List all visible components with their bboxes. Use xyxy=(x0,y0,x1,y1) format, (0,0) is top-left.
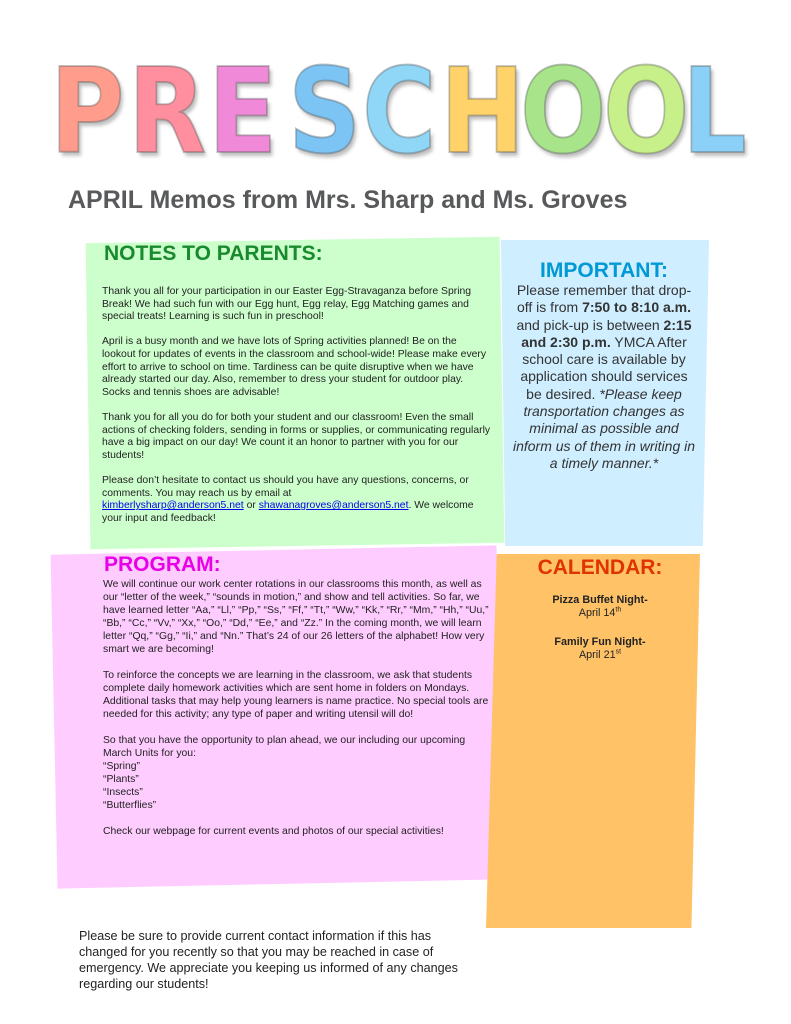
notes-heading: NOTES TO PARENTS: xyxy=(104,242,323,265)
important-body xyxy=(512,282,696,472)
preschool-banner xyxy=(50,42,747,180)
banner-letter: S xyxy=(288,42,362,180)
program-heading: PROGRAM: xyxy=(104,553,221,576)
banner-letter: E xyxy=(208,42,278,180)
footer-note: Please be sure to provide current contact information if this has changed for you recently so that you may be reached in case of emergency. We appreciate you keeping us informed of any changes regarding our students! xyxy=(79,929,458,991)
unit-item: “Plants” xyxy=(103,774,139,785)
notes-paragraph: April is a busy month and we have lots of Spring activities planned! Be on the lookout for updates of events in the classroom and school-wide! Please make every effort to arrive to school on time. Tardiness can be quite disruptive when we have already started our day. Also, remember to dress your student for outdoor play. Socks and tennis shoes are advisable! xyxy=(102,336,487,398)
event-date: April 14 xyxy=(578,607,616,619)
unit-item: “Spring” xyxy=(103,761,140,772)
calendar-heading: CALENDAR: xyxy=(537,556,663,579)
calendar-event xyxy=(500,594,700,620)
important-heading: IMPORTANT: xyxy=(540,259,668,282)
pickup-time: 2:15 and 2:30 p.m. xyxy=(521,316,692,350)
units-intro: So that you have the opportunity to plan ahead, we our including our upcoming March Units for you: xyxy=(103,735,466,759)
pickup-text: and pick-up is between xyxy=(516,316,660,333)
event-title: Pizza Buffet Night- xyxy=(552,594,648,606)
date-suffix: st xyxy=(615,648,622,656)
units-paragraph xyxy=(103,734,491,812)
ymca-text: YMCA After school care is available by application should services be desired. xyxy=(520,333,688,402)
or-text: or xyxy=(246,500,256,512)
notes-body xyxy=(102,286,492,538)
banner-letter: O xyxy=(603,42,690,180)
contact-intro: Please don’t hesitate to contact us should you have any questions, concerns, or comments. You may reach us by email at xyxy=(102,474,469,499)
banner-letter: C xyxy=(362,42,437,180)
program-paragraph: To reinforce the concepts we are learning in the classroom, we ask that students complete daily homework activities which are sent home in folders on Mondays. Additional tasks that may help young learners is name practice. No special tools are needed for this activity; any type of paper and writing utensil will do! xyxy=(103,670,489,720)
banner-letter: P xyxy=(50,42,125,180)
banner-letter: O xyxy=(520,42,607,180)
dropoff-text: Please remember that drop-off is from xyxy=(516,282,692,316)
notes-paragraph: Thank you all for your participation in our Easter Egg-Stravaganza before Spring Break! We had such fun with our Egg hunt, Egg relay, Egg Matching games and special treats! Learning is such fun in preschool! xyxy=(102,286,472,323)
banner-letter: H xyxy=(440,42,525,180)
unit-item: “Insects” xyxy=(103,787,143,798)
email-link-sharp[interactable]: kimberlysharp@anderson5.net xyxy=(102,500,244,512)
transportation-note: *Please keep transportation changes as minimal as possible and inform us of them in writing in a timely manner.* xyxy=(512,385,696,471)
event-title: Family Fun Night- xyxy=(554,636,646,648)
program-body xyxy=(103,578,491,851)
banner-letter: R xyxy=(128,42,207,180)
notes-paragraph: Thank you for all you do for both your student and our classroom! Even the small actions of checking folders, sending in forms or supplies, or communicating regularly have a big impact on our day! We count it an honor to partner with you for our students! xyxy=(102,411,491,461)
dropoff-time: 7:50 to 8:10 a.m. xyxy=(582,299,692,316)
unit-item: “Butterflies” xyxy=(103,800,157,811)
event-date: April 21 xyxy=(578,649,616,661)
date-suffix: th xyxy=(615,606,622,614)
program-paragraph: We will continue our work center rotations in our classrooms this month, as well as our “letter of the week,” “sounds in motion,” and show and tell activities. So far, we have learned letter “Aa,” “Ll,” “Pp,” “Ss,” “Ff,” “Tt,” “Ww,” “Kk,” “Rr,” “Mm,” “Hh,” “Uu,” “Bb,” “Cc,” “Vv,” “Xx,” “Oo,” “Dd,” “Ee,” and “Zz.” In the coming month, we will learn letter “Qq,” “Gg,” “Ii,” and “Nn.” That’s 24 of our 26 letters of the alphabet! How very smart we are becoming! xyxy=(103,579,489,655)
program-paragraph: Check our webpage for current events and photos of our special activities! xyxy=(103,826,444,837)
notes-contact-paragraph xyxy=(102,475,492,525)
email-link-groves[interactable]: shawanagroves@anderson5.net xyxy=(258,500,409,512)
banner-letter: L xyxy=(682,42,747,180)
page-subtitle: APRIL Memos from Mrs. Sharp and Ms. Groves xyxy=(68,186,628,214)
contact-outro: . We welcome your input and feedback! xyxy=(102,500,474,524)
calendar-event xyxy=(500,636,700,662)
